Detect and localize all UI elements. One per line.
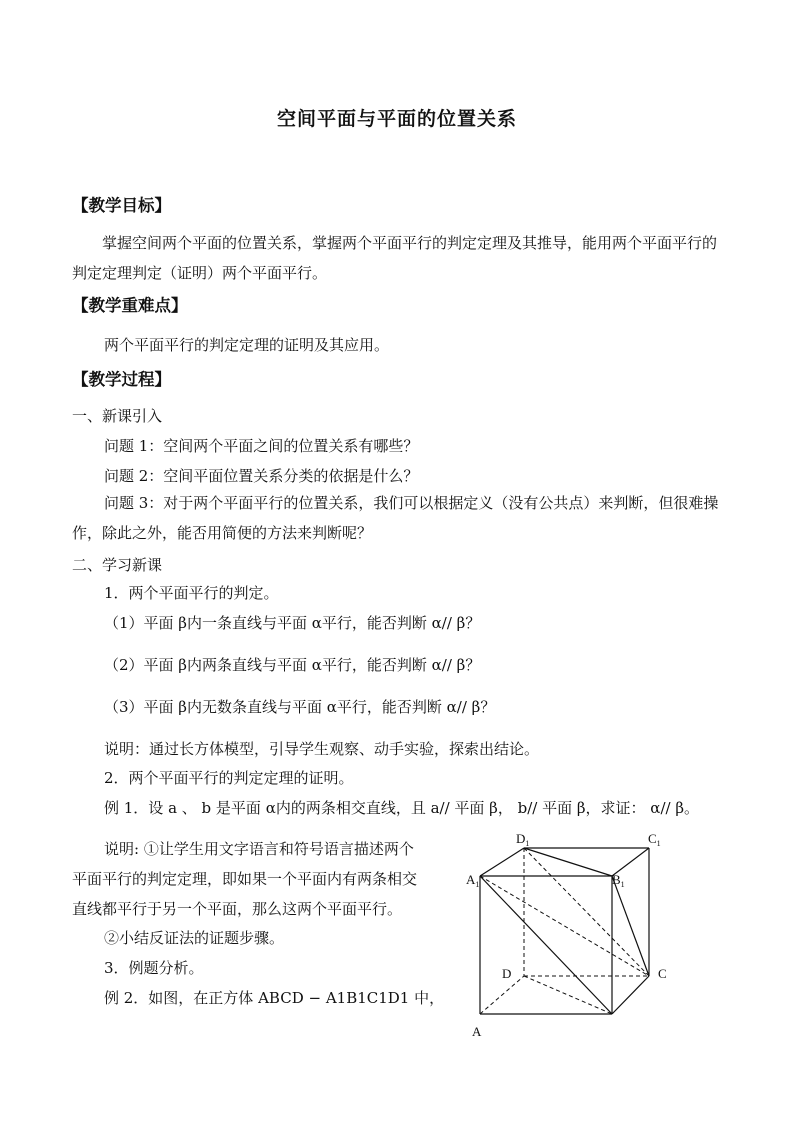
item-3: 3．例题分析。 (104, 959, 204, 977)
example-1: 例 1．设 a 、 b 是平面 α内的两条相交直线，且 a// 平面 β， b// 平面 β，求证： α// β。 (104, 799, 699, 817)
section-2-title: 二、学习新课 (72, 556, 163, 574)
label-b1: $B_1$ (612, 872, 625, 889)
cube-diagram (462, 826, 702, 1046)
label-c: C (658, 966, 667, 981)
label-a1: $A_1$ (466, 872, 480, 889)
question-3: 问题 3：对于两个平面平行的位置关系，我们可以根据定义（没有公共点）来判断，但很难操作，除此之外，能否用简便的方法来判断呢？ (72, 494, 719, 542)
label-d: D (502, 966, 512, 981)
hidden-edge-a-d (480, 976, 524, 1014)
diag-d1-b1 (524, 848, 612, 876)
sub-question-1: （1）平面 β内一条直线与平面 α平行，能否判断 α// β？ (104, 614, 481, 632)
sub-question-3: （3）平面 β内无数条直线与平面 α平行，能否判断 α// β？ (104, 698, 496, 716)
note-2: 说明: ①让学生用文字语言和符号语言描述两个平面平行的判定定理，即如果一个平面内有两条相交直线都平行于另一个平面，那么这两个平面平行。 (72, 840, 418, 918)
item-2: 2．两个平面平行的判定定理的证明。 (104, 769, 354, 787)
diag-b1-c (612, 876, 649, 976)
page-title: 空间平面与平面的位置关系 (276, 108, 517, 130)
example-2: 例 2．如图，在正方体 ABCD − A1B1C1D1 中， (104, 989, 445, 1007)
note-3: ②小结反证法的证题步骤。 (104, 929, 285, 947)
hidden-diag-a1-c (480, 876, 649, 976)
label-d1: $D_1$ (516, 831, 530, 848)
diag-a1-b (480, 876, 612, 1014)
hidden-diag-d1-c (524, 848, 649, 976)
process-heading: 【教学过程】 (72, 370, 171, 389)
label-a: A (472, 1024, 482, 1039)
sub-question-2: （2）平面 β内两条直线与平面 α平行，能否判断 α// β？ (104, 656, 481, 674)
objectives-text: 掌握空间两个平面的位置关系，掌握两个平面平行的判定定理及其推导，能用两个平面平行的判定定理判定（证明）两个平面平行。 (72, 234, 718, 282)
hidden-diag-d-b (524, 976, 612, 1014)
objectives-heading: 【教学目标】 (72, 196, 171, 215)
section-1-title: 一、新课引入 (72, 407, 163, 425)
key-points-text: 两个平面平行的判定定理的证明及其应用。 (104, 336, 390, 354)
note-1: 说明：通过长方体模型，引导学生观察、动手实验，探索出结论。 (104, 740, 540, 758)
edge-b-c (612, 976, 649, 1014)
key-points-heading: 【教学重难点】 (72, 296, 188, 315)
edge-a1-d1 (480, 848, 524, 876)
item-1: 1．两个平面平行的判定。 (104, 584, 279, 602)
question-2: 问题 2：空间平面位置关系分类的依据是什么？ (104, 467, 419, 485)
question-1: 问题 1：空间两个平面之间的位置关系有哪些？ (104, 437, 419, 455)
label-c1: $C_1$ (648, 831, 661, 848)
cube-figure (462, 826, 702, 1050)
